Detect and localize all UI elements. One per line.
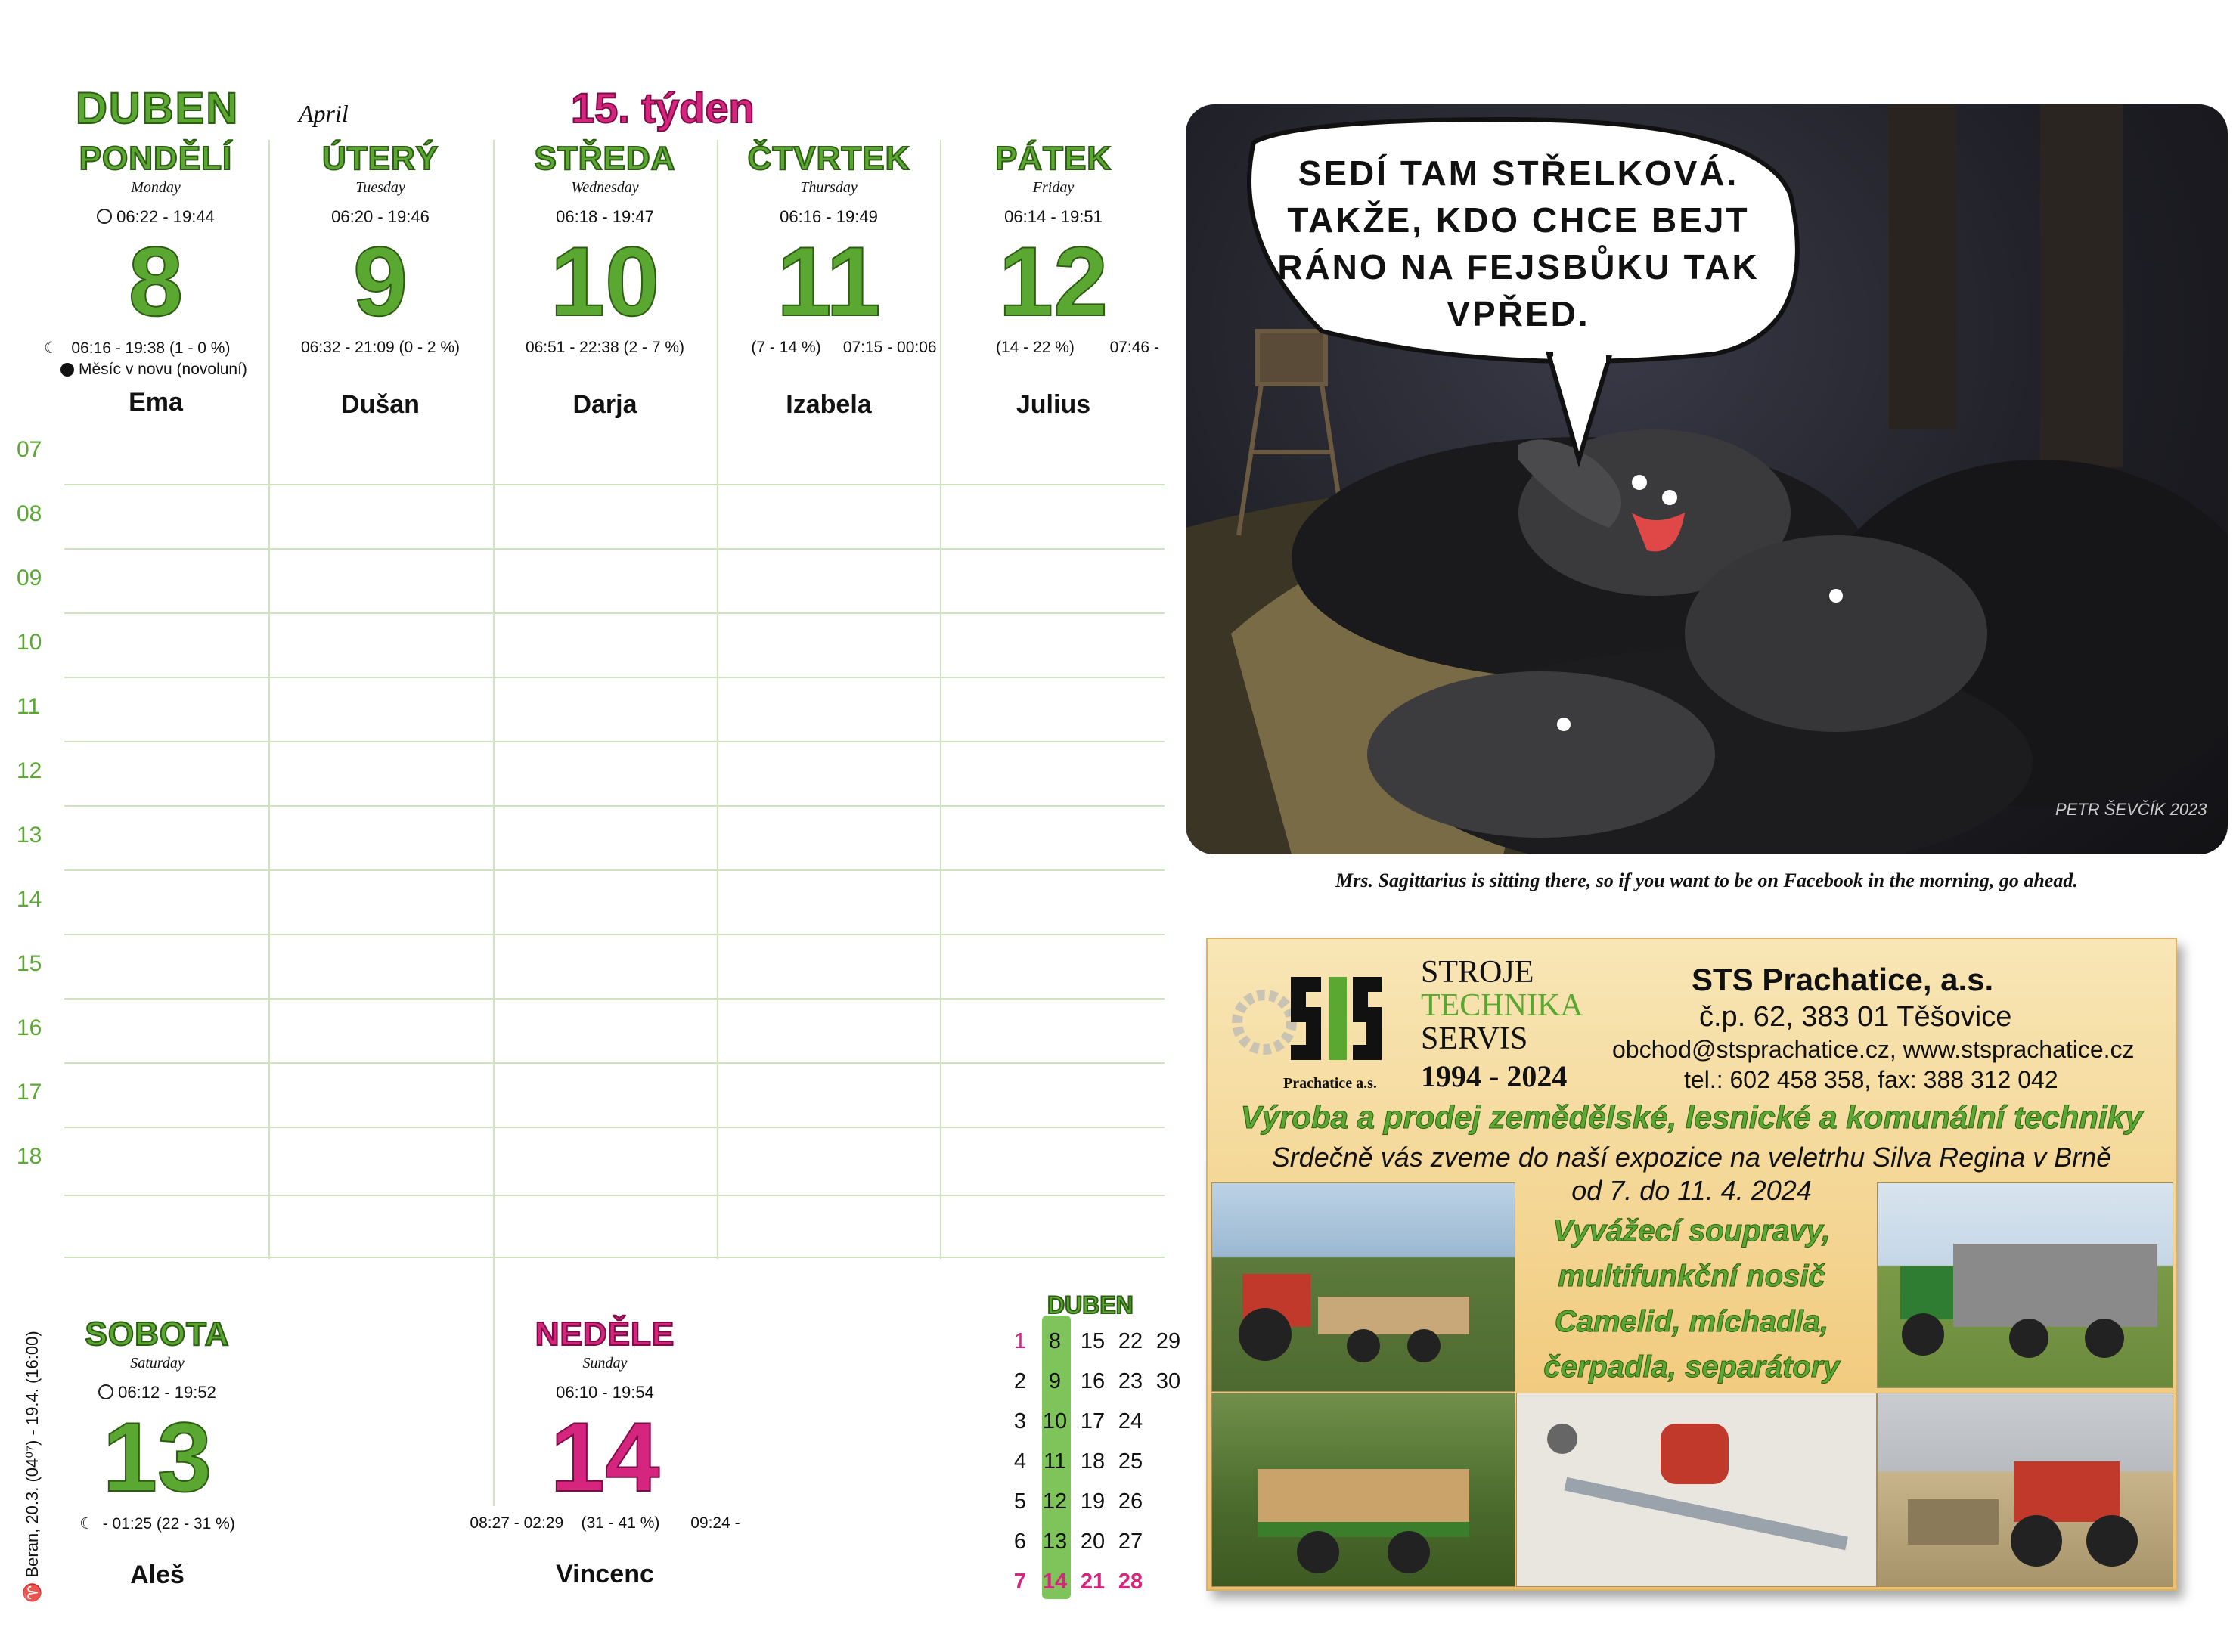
mini-calendar-title: DUBEN — [1047, 1291, 1134, 1319]
new-moon-icon — [60, 363, 74, 377]
grid-line — [64, 805, 1165, 807]
hour-label: 12 — [17, 758, 42, 783]
sts-logo-icon — [1230, 962, 1389, 1075]
grid-line — [64, 548, 1165, 550]
zodiac-sign: ♈ Beran, 20.3. (04⁰⁷) - 19.4. (16:00) — [23, 1331, 42, 1603]
advertisement — [1206, 938, 2177, 1591]
cartoon-caption: Mrs. Sagittarius is sitting there, so if you want to be on Facebook in the morning, go ahead. — [1335, 869, 2078, 891]
moon-phase-note: Měsíc v novu (novoluní) — [44, 361, 268, 379]
day-number: 9 — [352, 226, 408, 336]
day-name-english: Wednesday — [571, 179, 639, 196]
hour-label: 07 — [17, 437, 42, 462]
sunrise-sunset: 06:10 - 19:54 — [556, 1383, 654, 1402]
photo-forestry-trailer — [1211, 1182, 1515, 1392]
sunrise-sunset: 06:12 - 19:52 — [6, 1383, 309, 1402]
day-number: 12 — [998, 226, 1109, 336]
grid-line — [64, 1127, 1165, 1128]
day-number: 8 — [128, 226, 184, 336]
day-name: NEDĚLE — [535, 1316, 675, 1353]
column-divider — [940, 140, 941, 1259]
name-day: Julius — [1016, 390, 1091, 419]
company-address: č.p. 62, 383 01 Těšovice — [1699, 1001, 2012, 1033]
loader-icon — [1878, 1393, 2173, 1586]
sunrise-sunset: 06:16 - 19:49 — [780, 207, 878, 226]
mini-calendar-row: 5 12 19 26 — [1013, 1489, 1143, 1514]
trailer-icon — [1878, 1183, 2173, 1387]
photo-log-loader — [1211, 1393, 1515, 1587]
day-name: SOBOTA — [85, 1316, 230, 1353]
photo-mixer — [1516, 1393, 1877, 1587]
sun-icon — [97, 209, 112, 224]
mini-calendar-row: 6 13 20 27 — [1013, 1530, 1143, 1554]
day-name: ÚTERÝ — [321, 140, 439, 177]
sunrise-sunset: 06:20 - 19:46 — [331, 207, 430, 226]
day-column-monday — [44, 140, 268, 417]
name-day: Dušan — [341, 390, 420, 419]
column-divider — [493, 140, 495, 1259]
speech-bubble-text: SEDÍ TAM STŘELKOVÁ. TAKŽE, KDO CHCE BEJT RÁNO NA FEJSBŮKU TAK VPŘED. — [1277, 153, 1760, 333]
hour-label: 11 — [17, 694, 41, 719]
grid-line — [64, 934, 1165, 935]
grid-line — [64, 741, 1165, 742]
ad-dates: od 7. do 11. 4. 2024 — [1571, 1175, 1812, 1206]
name-day: Aleš — [130, 1561, 185, 1589]
hour-label: 15 — [17, 951, 42, 976]
brand-lines: STROJE TECHNIKA SERVIS — [1421, 955, 1583, 1056]
log-trailer-icon — [1212, 1393, 1515, 1586]
name-day: Izabela — [786, 390, 872, 419]
hour-label: 09 — [17, 566, 42, 590]
day-name: PONDĚLÍ — [79, 140, 233, 177]
moonrise-moonset: (14 - 22 %) 07:46 - — [996, 339, 1159, 356]
day-name-english: Saturday — [130, 1355, 185, 1372]
hour-label: 18 — [17, 1144, 42, 1169]
sunrise-sunset: 06:18 - 19:47 — [556, 207, 654, 226]
day-name-english: Sunday — [582, 1355, 628, 1372]
hour-label: 17 — [17, 1080, 42, 1105]
name-day: Ema — [129, 388, 183, 417]
photo-loader — [1877, 1393, 2173, 1587]
day-column-tuesday — [268, 140, 492, 420]
mixer-icon — [1517, 1393, 1876, 1586]
day-column-thursday — [717, 140, 941, 420]
hour-label: 16 — [17, 1015, 42, 1040]
day-number: 13 — [102, 1402, 212, 1512]
ad-products: Vyvážecí soupravy, multifunkční nosič Camelid, míchadla, čerpadla, separátory — [1543, 1214, 1840, 1384]
month-english: April — [299, 100, 349, 127]
ad-headline: Výroba a prodej zemědělské, lesnické a komunální techniky — [1240, 1099, 2143, 1135]
company-years: 1994 - 2024 — [1421, 1059, 1568, 1093]
ad-invite: Srdečně vás zveme do naší expozice na veletrhu Silva Regina v Brně — [1271, 1142, 2112, 1173]
sunrise-sunset: 06:22 - 19:44 — [44, 207, 268, 227]
moonrise-moonset: 06:32 - 21:09 (0 - 2 %) — [300, 339, 461, 356]
hour-label: 13 — [17, 823, 42, 848]
moonrise-moonset: ☾ 06:16 - 19:38 (1 - 0 %) — [44, 339, 231, 357]
day-column-wednesday — [493, 140, 717, 420]
mini-calendar-row: 1 8 15 22 29 — [1013, 1329, 1181, 1353]
mini-calendar-row: 3 10 17 24 — [1013, 1409, 1143, 1433]
moon-icon: ☾ — [44, 339, 58, 357]
day-column-friday — [941, 140, 1165, 420]
moonrise-moonset: ☾ - 01:25 (22 - 31 %) — [79, 1515, 235, 1533]
tractor-icon — [1212, 1183, 1515, 1391]
mini-calendar-row: 4 11 18 25 — [1013, 1449, 1143, 1474]
company-name: STS Prachatice, a.s. — [1692, 962, 1994, 997]
grid-line — [64, 1062, 1165, 1064]
hour-label: 14 — [17, 887, 42, 912]
company-email-web: obchod@stsprachatice.cz, www.stsprachatice.cz — [1612, 1036, 2135, 1063]
day-number: 11 — [777, 226, 881, 336]
moonrise-moonset: 08:27 - 02:29 (31 - 41 %) 09:24 - — [470, 1514, 740, 1532]
day-name: ČTVRTEK — [747, 140, 910, 177]
day-name-english: Monday — [131, 179, 181, 196]
company-phone: tel.: 602 458 358, fax: 388 312 042 — [1684, 1066, 2058, 1093]
mini-calendar-row: 7 14 21 28 — [1013, 1570, 1143, 1594]
column-divider — [717, 140, 718, 1259]
mini-calendar-row: 2 9 16 23 30 — [1013, 1369, 1181, 1393]
logo-subtitle: Prachatice a.s. — [1283, 1075, 1377, 1092]
day-name-english: Friday — [1032, 179, 1075, 196]
cartoon-illustration — [1186, 104, 2228, 854]
month-title: DUBEN — [76, 84, 240, 133]
sun-icon — [98, 1384, 113, 1399]
grid-line — [64, 612, 1165, 614]
day-name-english: Thursday — [800, 179, 858, 196]
day-number: 10 — [550, 226, 660, 336]
grid-line — [64, 677, 1165, 678]
day-column-sunday — [454, 1316, 756, 1589]
grid-line — [64, 869, 1165, 871]
week-number: 15. týden — [571, 84, 755, 132]
grid-line — [64, 1257, 1165, 1258]
grid-line — [64, 1195, 1165, 1196]
photo-camelid-carrier — [1877, 1182, 2173, 1388]
day-name: PÁTEK — [994, 140, 1112, 177]
artist-signature: PETR ŠEVČÍK 2023 — [2055, 800, 2207, 819]
day-name-english: Tuesday — [355, 179, 405, 196]
hour-label: 10 — [17, 630, 42, 655]
name-day: Vincenc — [556, 1560, 654, 1588]
column-divider — [268, 140, 270, 1259]
grid-line — [64, 484, 1165, 485]
day-name: STŘEDA — [534, 140, 676, 177]
moon-icon: ☾ — [79, 1515, 95, 1533]
hour-label: 08 — [17, 501, 42, 526]
moonrise-moonset: 06:51 - 22:38 (2 - 7 %) — [525, 339, 685, 356]
day-number: 14 — [550, 1402, 660, 1512]
grid-line — [64, 998, 1165, 1000]
day-column-saturday — [6, 1316, 309, 1590]
name-day: Darja — [572, 390, 637, 419]
sunrise-sunset: 06:14 - 19:51 — [1004, 207, 1103, 226]
moonrise-moonset: (7 - 14 %) 07:15 - 00:06 — [751, 339, 937, 356]
